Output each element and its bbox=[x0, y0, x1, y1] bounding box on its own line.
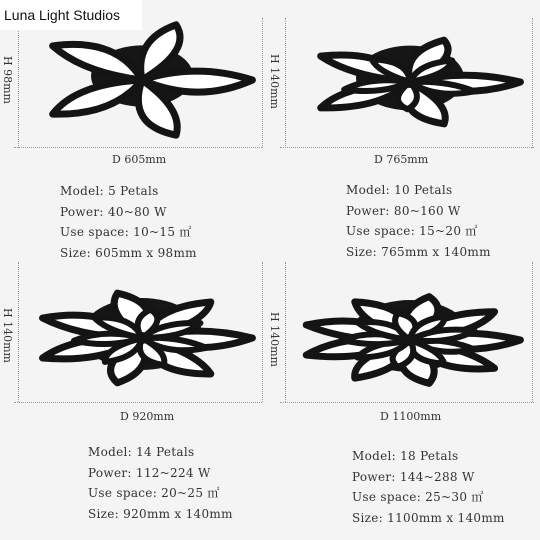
lamp-drawing bbox=[321, 40, 521, 124]
spec-size: Size: 1100mm x 140mm bbox=[352, 510, 505, 525]
spec-power: Power: 40~80 W bbox=[60, 204, 167, 219]
spec-size: Size: 605mm x 98mm bbox=[60, 245, 197, 260]
spec-model: Model: 18 Petals bbox=[352, 449, 459, 463]
diameter-guide-line bbox=[280, 147, 534, 148]
diameter-guide-line bbox=[280, 402, 534, 403]
spec-size: Size: 765mm x 140mm bbox=[346, 244, 491, 259]
spec-list bbox=[88, 442, 233, 524]
height-guide-line bbox=[285, 262, 286, 402]
spec-size: Size: 920mm x 140mm bbox=[88, 506, 233, 521]
lamp-hub bbox=[136, 74, 148, 86]
height-label: H 140mm bbox=[1, 308, 14, 363]
height-label: H 140mm bbox=[268, 54, 281, 109]
brand-logo: Luna Light Studios bbox=[0, 0, 142, 30]
spec-power: Power: 80~160 W bbox=[346, 203, 461, 218]
lamp-hub bbox=[404, 334, 416, 346]
height-guide-line bbox=[18, 18, 19, 148]
spec-model: Model: 10 Petals bbox=[346, 183, 453, 197]
height-guide-line bbox=[532, 262, 533, 402]
spec-model: Model: 5 Petals bbox=[60, 184, 159, 198]
height-label: H 98mm bbox=[1, 56, 14, 104]
spec-use-space: Use space: 25~30 ㎡ bbox=[352, 490, 484, 504]
spec-list bbox=[346, 180, 491, 262]
diameter-label: D 920mm bbox=[120, 410, 175, 423]
lamp-image bbox=[288, 284, 532, 394]
diameter-label: D 765mm bbox=[374, 153, 429, 166]
spec-list bbox=[60, 181, 197, 263]
spec-use-space: Use space: 15~20 ㎡ bbox=[346, 224, 478, 238]
height-guide-line bbox=[285, 18, 286, 148]
lamp-drawing bbox=[43, 293, 253, 383]
lamp-hub bbox=[136, 332, 148, 344]
diameter-guide-line bbox=[14, 402, 262, 403]
diameter-label: D 605mm bbox=[112, 153, 167, 166]
lamp-petal bbox=[53, 80, 142, 114]
spec-use-space: Use space: 10~15 ㎡ bbox=[60, 225, 192, 239]
spec-use-space: Use space: 20~25 ㎡ bbox=[88, 486, 220, 500]
spec-power: Power: 144~288 W bbox=[352, 469, 475, 484]
spec-list bbox=[352, 446, 505, 528]
height-guide-line bbox=[532, 18, 533, 148]
lamp-hub bbox=[404, 76, 416, 88]
spec-model: Model: 14 Petals bbox=[88, 445, 195, 459]
lamp-image bbox=[20, 14, 264, 146]
height-label: H 140mm bbox=[268, 312, 281, 367]
height-guide-line bbox=[18, 262, 19, 402]
diameter-label: D 1100mm bbox=[380, 410, 442, 423]
lamp-drawing bbox=[53, 25, 253, 135]
spec-power: Power: 112~224 W bbox=[88, 465, 211, 480]
lamp-drawing bbox=[306, 297, 520, 384]
lamp-image bbox=[20, 280, 264, 396]
diameter-guide-line bbox=[14, 147, 262, 148]
lamp-image bbox=[288, 24, 532, 136]
